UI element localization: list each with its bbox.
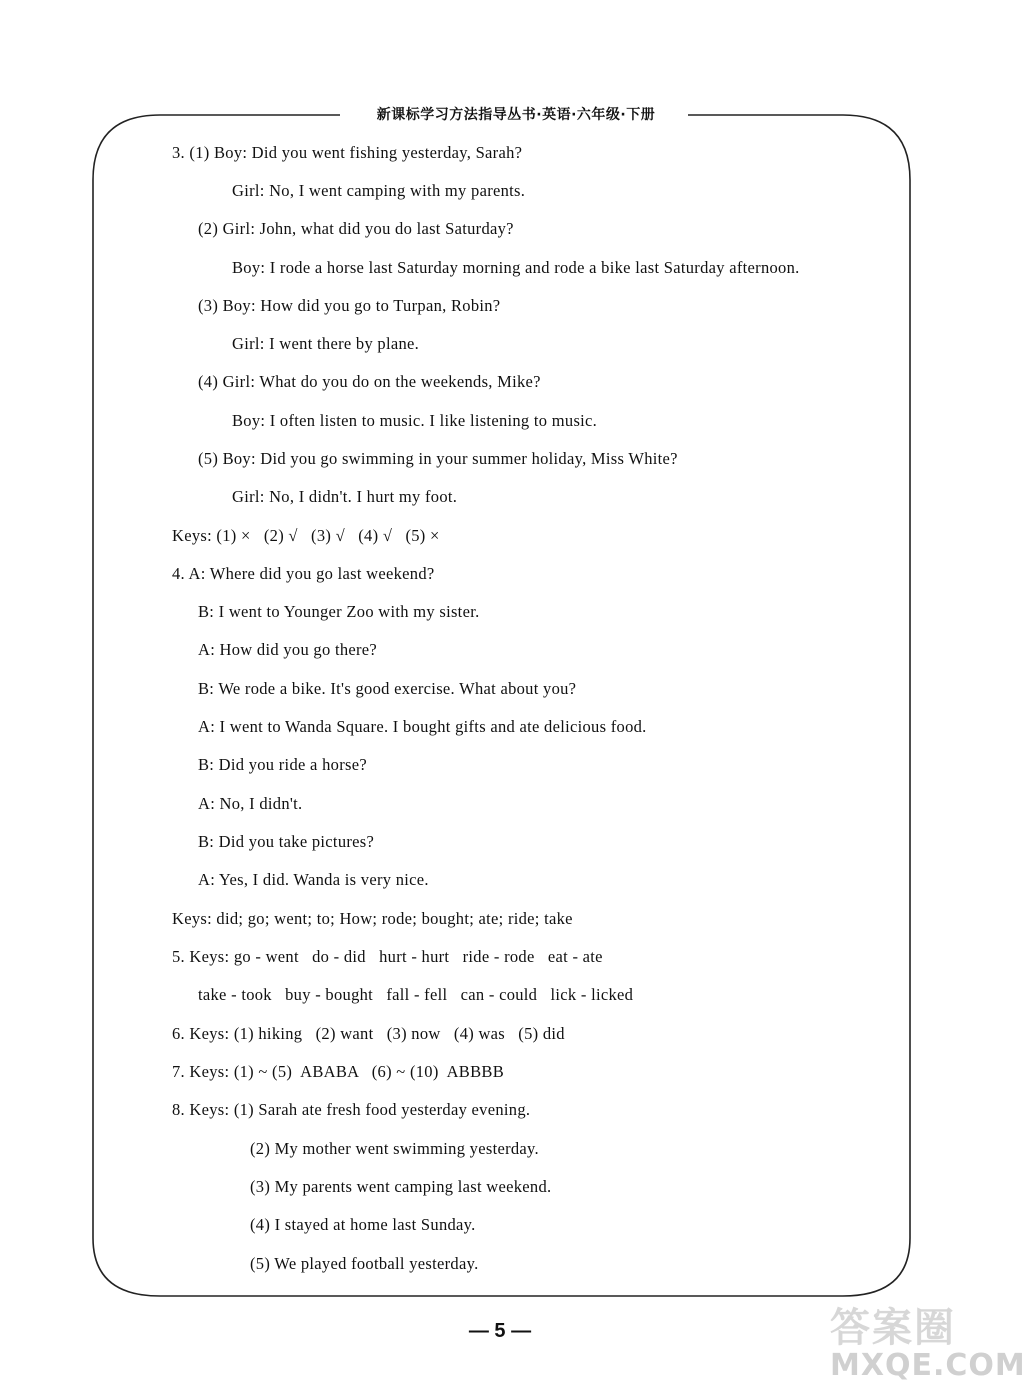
- text-line: Girl: No, I went camping with my parents.: [232, 181, 526, 200]
- answer-keys-line: Keys: did; go; went; to; How; rode; bought; ate; ride; take: [172, 909, 573, 928]
- text-line: (4) Girl: What do you do on the weekends, Mike?: [198, 372, 541, 391]
- text-line: (2) Girl: John, what did you do last Saturday?: [198, 219, 514, 238]
- answer-keys-line: 8. Keys: (1) Sarah ate fresh food yesterday evening.: [172, 1100, 531, 1119]
- page-number: — 5 —: [468, 1320, 532, 1342]
- site-watermark: [826, 1296, 1026, 1388]
- text-line: B: Did you ride a horse?: [198, 755, 367, 774]
- answer-keys-line: Keys: (1) × (2) √ (3) √ (4) √ (5) ×: [172, 526, 440, 545]
- text-line: 3. (1) Boy: Did you went fishing yesterday, Sarah?: [172, 143, 523, 162]
- answer-keys-line: take - took buy - bought fall - fell can - could lick - licked: [198, 985, 634, 1004]
- text-line: A: How did you go there?: [198, 640, 378, 659]
- text-line: B: Did you take pictures?: [198, 832, 375, 851]
- text-line: Girl: I went there by plane.: [232, 334, 420, 353]
- answer-keys-line: (2) My mother went swimming yesterday.: [250, 1139, 539, 1158]
- text-line: 4. A: Where did you go last weekend?: [172, 564, 435, 583]
- text-line: Boy: I often listen to music. I like listening to music.: [232, 411, 598, 430]
- answer-keys-line: 6. Keys: (1) hiking (2) want (3) now (4) was (5) did: [172, 1024, 565, 1043]
- text-line: (3) Boy: How did you go to Turpan, Robin?: [198, 296, 501, 315]
- answer-keys-line: (3) My parents went camping last weekend.: [250, 1177, 552, 1196]
- text-line: A: I went to Wanda Square. I bought gifts and ate delicious food.: [198, 717, 647, 736]
- text-line: A: No, I didn't.: [198, 794, 303, 813]
- watermark-logo-text: 答案圈: [830, 1305, 956, 1351]
- answer-keys-line: 7. Keys: (1) ~ (5) ABABA (6) ~ (10) ABBBB: [172, 1062, 505, 1081]
- answer-keys-line: (5) We played football yesterday.: [250, 1254, 479, 1273]
- answer-keys-line: 5. Keys: go - went do - did hurt - hurt ride - rode eat - ate: [172, 947, 603, 966]
- book-series-header: 新课标学习方法指导丛书·英语·六年级·下册: [344, 104, 688, 124]
- text-line: (5) Boy: Did you go swimming in your summer holiday, Miss White?: [198, 449, 678, 468]
- text-line: Girl: No, I didn't. I hurt my foot.: [232, 487, 458, 506]
- text-line: A: Yes, I did. Wanda is very nice.: [198, 870, 429, 889]
- watermark-url-text: MXQE.COM: [830, 1348, 1026, 1383]
- text-line: B: I went to Younger Zoo with my sister.: [198, 602, 480, 621]
- answer-keys-line: (4) I stayed at home last Sunday.: [250, 1215, 476, 1234]
- text-line: B: We rode a bike. It's good exercise. What about you?: [198, 679, 577, 698]
- text-line: Boy: I rode a horse last Saturday morning and rode a bike last Saturday afternoon.: [232, 258, 800, 277]
